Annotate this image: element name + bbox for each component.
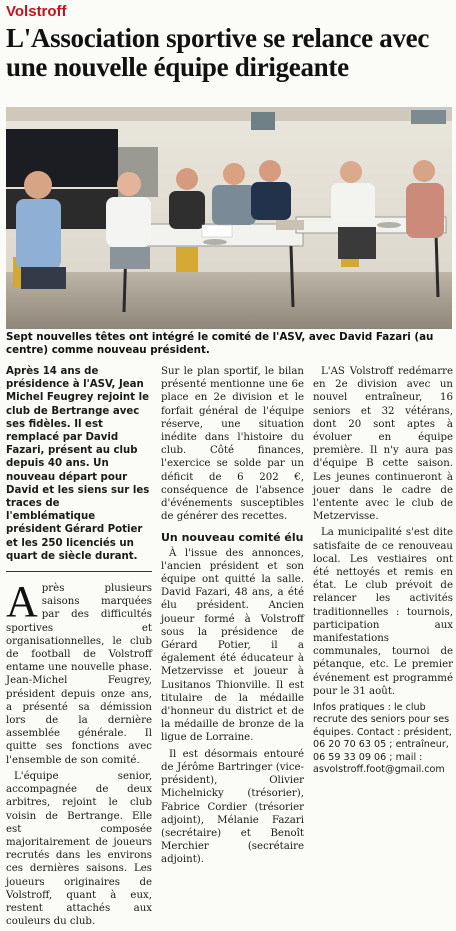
paragraph-6: L'AS Volstroff redémarre en 2e division avec un nouvel entraîneur, 16 seniors et 32 vétérans, dont 20 sont aptes à évoluer en équipe première. Il n'y aura pas d'équipe B cette saison. Les jeunes continueront à jouer dans le cadre de l'entente avec le club de Metzervisse. — [313, 366, 453, 523]
article-lead: Après 14 ans de présidence à l'ASV, Jean Michel Feugrey rejoint le club de Bertrange avec ses fidèles. Il est remplacé par David Fazari, présent au club depuis 40 ans. Un nouveau départ pour David et les siens sur les traces de l'emblématique président Gérard Potier et les 250 licenciés un quart de siècle durant. — [6, 366, 150, 562]
info-box: Infos pratiques : le club recrute des seniors pour ses équipes. Contact : président, 06 20 70 63 05 ; entraîneur, 06 59 33 09 06 ; mail : asvolstroff.foot@gmail.com — [313, 702, 452, 776]
article-headline: L'Association sportive se relance avec une nouvelle équipe dirigeante — [6, 23, 430, 82]
dropcap-letter: A — [6, 577, 38, 627]
paragraph-1-text: près plusieurs saisons marquées par des difficultés sportives et organisationnelles, le club de football de Volstroff entame une nouvelle phase. Jean-Michel Feugrey, président depuis onze ans, a présenté sa démission lors de la dernière assemblée générale. Il quitte ses fonctions avec l'ensemble de son comité. — [6, 583, 152, 766]
lead-divider — [6, 571, 152, 572]
column-1 — [6, 365, 152, 931]
paragraph-5: Il est désormais entouré de Jérôme Bartringer (vice-président), Olivier Michelnicky (trésorier), Fabrice Cordier (trésorier adjoint), Mélanie Fazari (secrétaire) et Benoît Merchier (secrétaire adjoint). — [161, 748, 304, 866]
section-subhead: Un nouveau comité élu — [161, 531, 304, 545]
paragraph-4: À l'issue des annonces, l'ancien président et son équipe ont quitté la salle. David Fazari, 48 ans, a été élu président. Ancien joueur formé à Volstroff sous la présidence de Gérard Potier, il a également été éducateur à Metzervisse et joueur à Lusitanos Thionville. Il est titulaire de la médaille d'honneur du district et de la médaille de bronze de la ligue de Lorraine. — [161, 547, 304, 744]
section-kicker: Volstroff — [6, 3, 67, 20]
column-3 — [313, 365, 453, 777]
column-2 — [161, 365, 304, 870]
paragraph-2: L'équipe senior, accompagnée de deux arbitres, rejoint le club voisin de Bertrange. Elle est composée majoritairement de joueurs recrutés dans les environs ces dernières saisons. Les joueurs originaires de Volstroff, quant à eux, restent attachés aux couleurs du club. — [6, 770, 152, 928]
photo-caption: Sept nouvelles têtes ont intégré le comité de l'ASV, avec David Fazari (au centre) comme nouveau président. — [6, 331, 434, 356]
article-photo — [6, 107, 452, 329]
paragraph-3: Sur le plan sportif, le bilan présenté mentionne une 6e place en 2e division et le forfait général de l'équipe réserve, une situation inédite dans l'histoire du club. Côté finances, l'exercice se solde par un déficit de 6 202 €, conséquence de l'absence d'événements susceptibles de générer des recettes. — [161, 366, 304, 523]
paragraph-7: La municipalité s'est dite satisfaite de ce renouveau local. Les vestiaires ont été nettoyés et remis en état. Le club prévoit de relancer les activités traditionnelles : tournois, participation aux manifestations communales, tournoi de pétanque, etc. Le premier événement est programmé pour le 31 août. — [313, 527, 453, 697]
paragraph-1 — [6, 577, 152, 767]
